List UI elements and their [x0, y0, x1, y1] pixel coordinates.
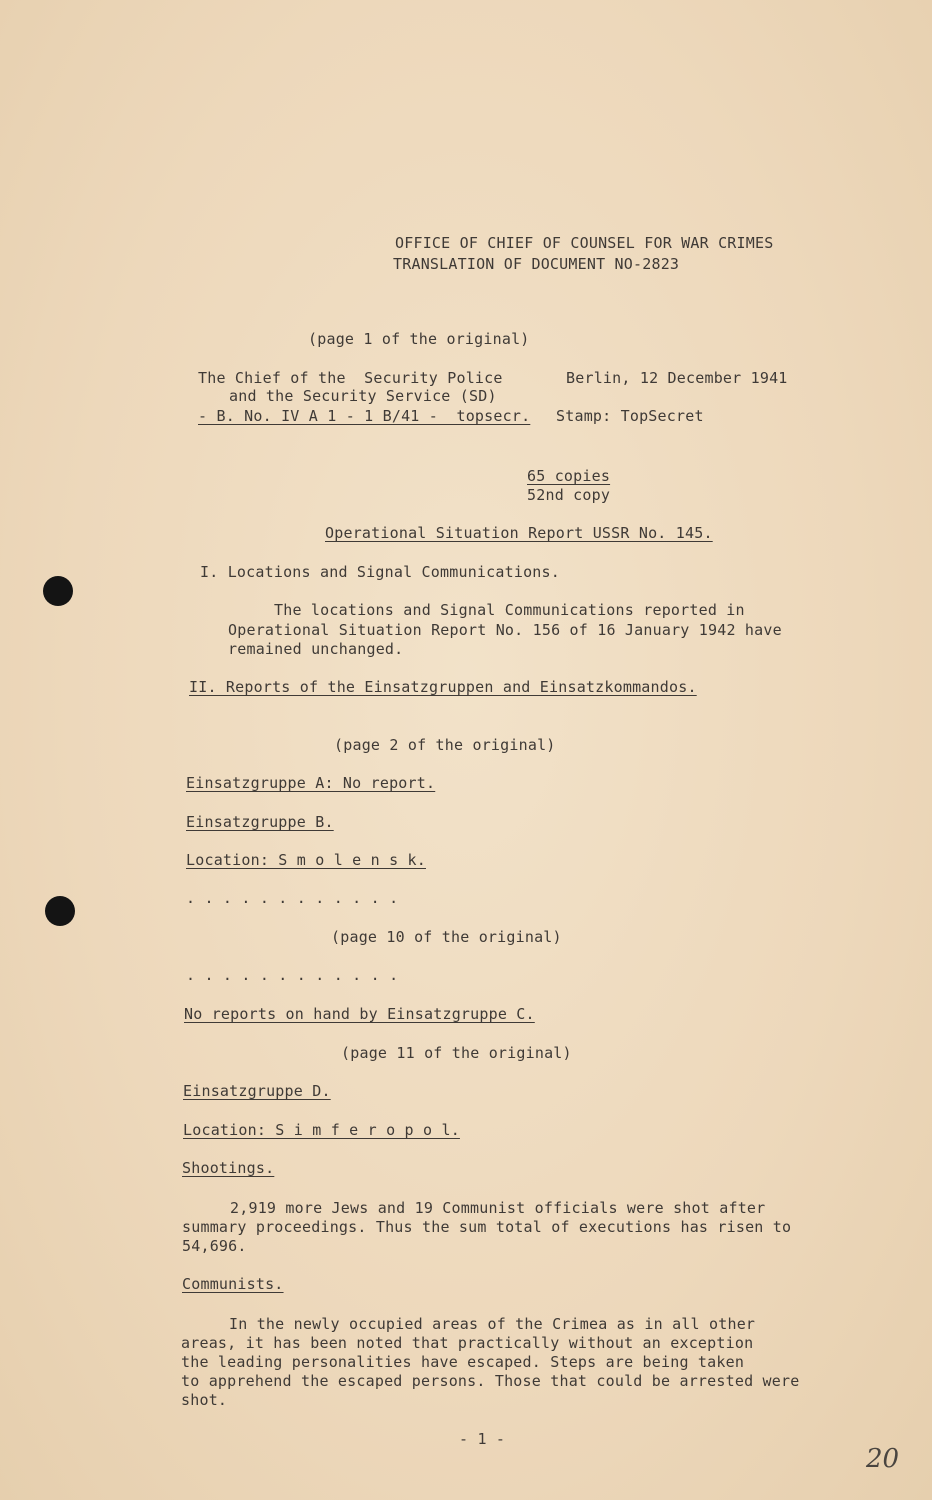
reference-number: - B. No. IV A 1 - 1 B/41 - topsecr. [198, 407, 531, 425]
communists-line1: In the newly occupied areas of the Crimea as in all other [229, 1315, 756, 1333]
einsatzgruppe-a: Einsatzgruppe A: No report. [186, 774, 436, 792]
punch-hole-top [43, 576, 73, 606]
einsatzgruppe-b: Einsatzgruppe B. [186, 813, 334, 831]
communists-line3: the leading personalities have escaped. Steps are being taken [181, 1353, 745, 1371]
office-header-line1: OFFICE OF CHIEF OF COUNSEL FOR WAR CRIMES [395, 234, 774, 252]
communists-line4: to apprehend the escaped persons. Those that could be arrested were [181, 1372, 800, 1390]
punch-hole-bottom [45, 896, 75, 926]
secrecy-stamp: Stamp: TopSecret [556, 407, 704, 425]
sender-line2: and the Security Service (SD) [229, 387, 497, 405]
report-title: Operational Situation Report USSR No. 145. [325, 524, 713, 542]
location-smolensk: Location: S m o l e n s k. [186, 851, 426, 869]
einsatzgruppe-c-note: No reports on hand by Einsatzgruppe C. [184, 1005, 535, 1023]
copies-total: 65 copies [527, 467, 611, 485]
page-mark-2: (page 2 of the original) [334, 736, 556, 754]
page-mark-11: (page 11 of the original) [341, 1044, 572, 1062]
location-simferopol: Location: S i m f e r o p o l. [183, 1121, 460, 1139]
section1-heading: I. Locations and Signal Communications. [200, 563, 560, 581]
section2-heading: II. Reports of the Einsatzgruppen and Einsatzkommandos. [189, 678, 697, 696]
shootings-heading: Shootings. [182, 1159, 275, 1177]
shootings-line3: 54,696. [182, 1237, 247, 1255]
communists-line5: shot. [181, 1391, 228, 1409]
section1-body-line3: remained unchanged. [228, 640, 404, 658]
ellipsis-dots-2: . . . . . . . . . . . . [186, 966, 399, 984]
handwritten-page-number: 20 [866, 1444, 900, 1474]
communists-line2: areas, it has been noted that practically without an exception [181, 1334, 754, 1352]
shootings-line1: 2,919 more Jews and 19 Communist officials were shot after [230, 1199, 766, 1217]
ellipsis-dots-1: . . . . . . . . . . . . [186, 889, 399, 907]
shootings-line2: summary proceedings. Thus the sum total of executions has risen to [182, 1218, 792, 1236]
section1-body-line1: The locations and Signal Communications reported in [274, 601, 745, 619]
section1-body-line2: Operational Situation Report No. 156 of 16 January 1942 have [228, 621, 782, 639]
einsatzgruppe-d: Einsatzgruppe D. [183, 1082, 331, 1100]
page-number: - 1 - [459, 1430, 506, 1448]
page-mark-1: (page 1 of the original) [308, 330, 530, 348]
communists-heading: Communists. [182, 1275, 284, 1293]
office-header-line2: TRANSLATION OF DOCUMENT NO-2823 [393, 255, 680, 273]
page-mark-10: (page 10 of the original) [331, 928, 562, 946]
copy-number: 52nd copy [527, 486, 611, 504]
letter-date: Berlin, 12 December 1941 [566, 369, 788, 387]
sender-line1: The Chief of the Security Police [198, 369, 503, 387]
